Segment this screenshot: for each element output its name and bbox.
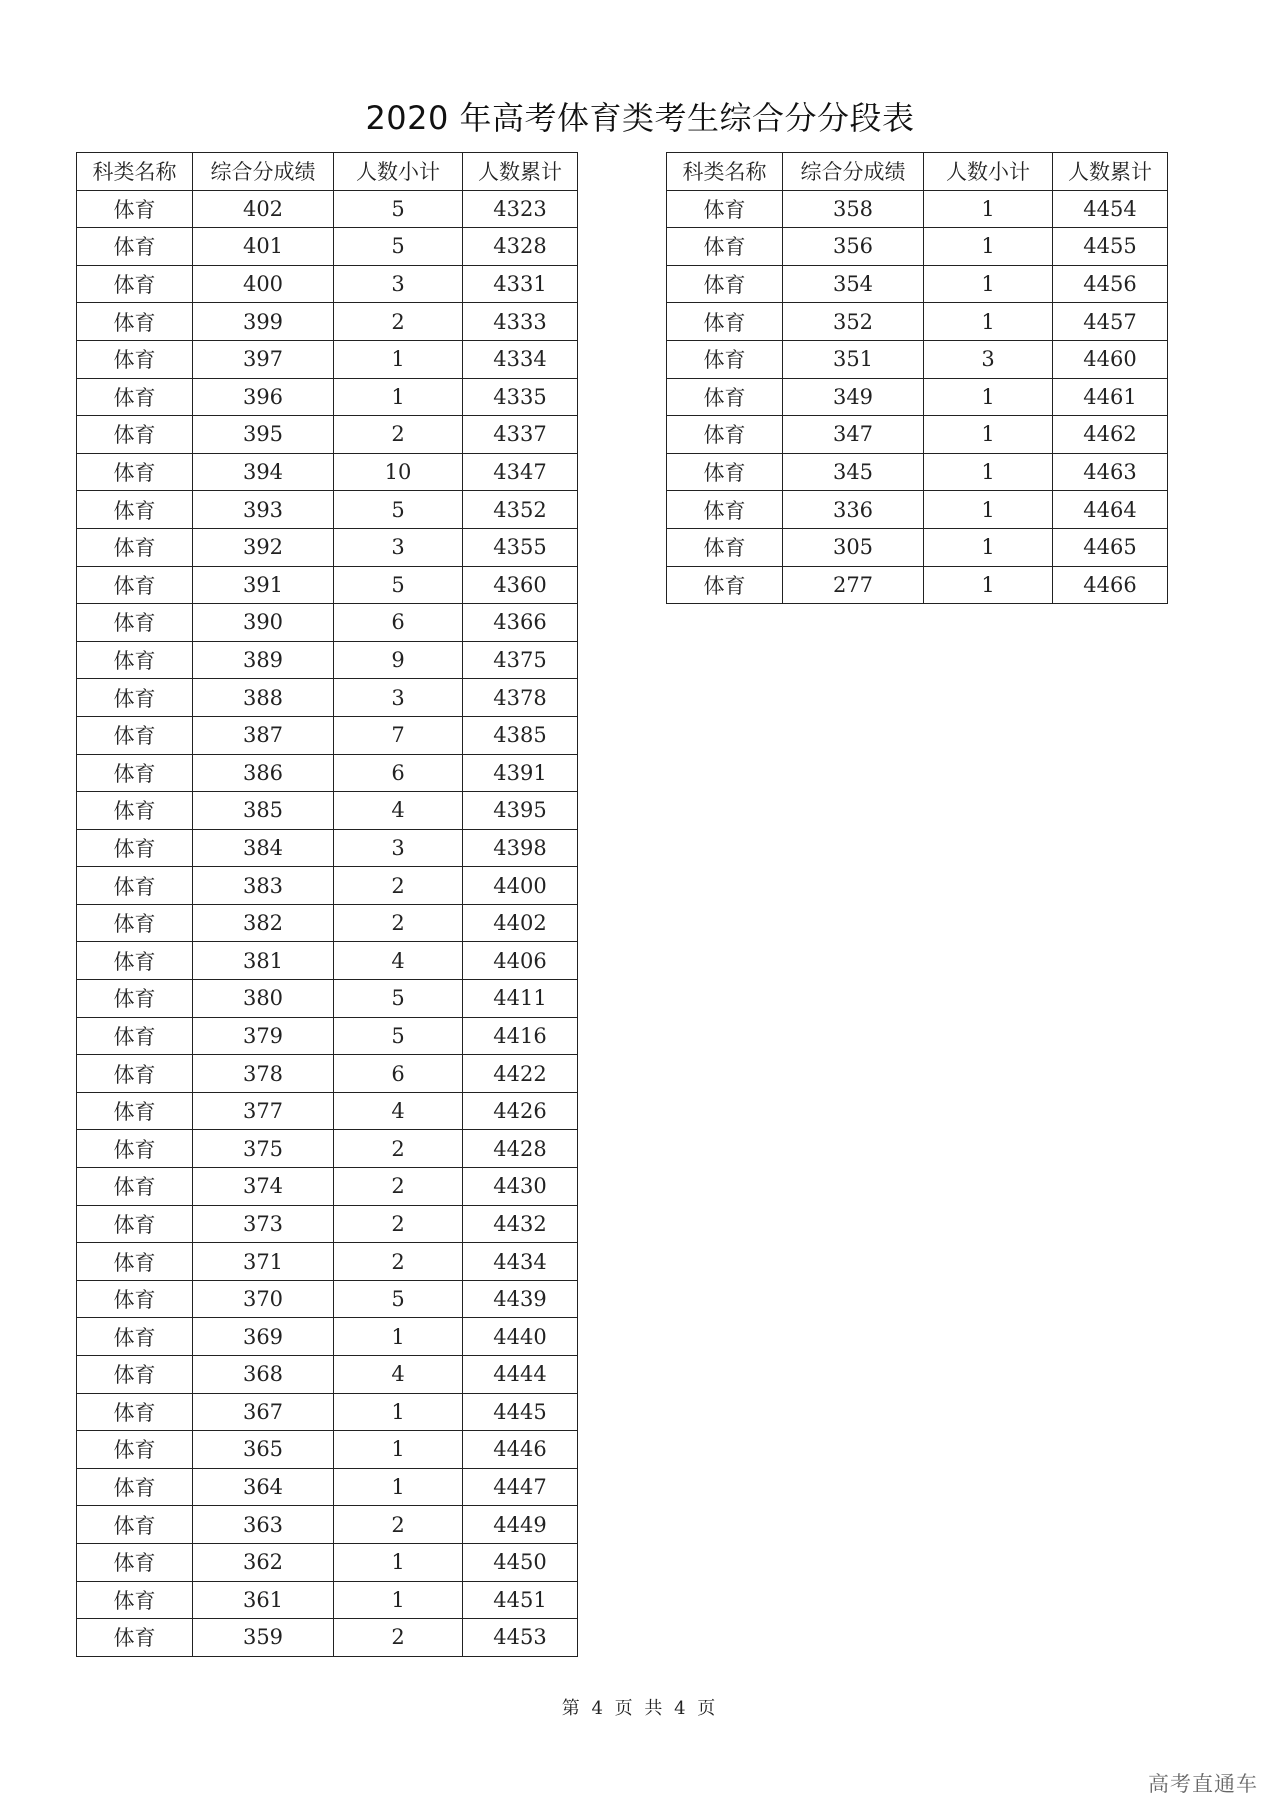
- cumulative-cell: 4460: [1053, 340, 1168, 378]
- score-cell: 399: [193, 303, 334, 341]
- count-cell: 1: [334, 1581, 463, 1619]
- cumulative-cell: 4366: [463, 604, 578, 642]
- score-cell: 373: [193, 1205, 334, 1243]
- score-cell: 402: [193, 190, 334, 228]
- score-cell: 375: [193, 1130, 334, 1168]
- table-row: [667, 566, 1168, 604]
- category-cell: 体育: [667, 340, 783, 378]
- cumulative-cell: 4328: [463, 228, 578, 266]
- table-row: [77, 528, 578, 566]
- category-cell: 体育: [77, 604, 193, 642]
- table-header-row: [77, 153, 578, 191]
- score-cell: 388: [193, 679, 334, 717]
- cumulative-cell: 4360: [463, 566, 578, 604]
- count-cell: 1: [924, 303, 1053, 341]
- score-table-left: [76, 152, 578, 1657]
- score-cell: 369: [193, 1318, 334, 1356]
- count-cell: 1: [334, 378, 463, 416]
- table-row: [77, 1243, 578, 1281]
- category-cell: 体育: [77, 1130, 193, 1168]
- table-row: [667, 303, 1168, 341]
- table-row: [77, 566, 578, 604]
- count-cell: 2: [334, 867, 463, 905]
- score-cell: 396: [193, 378, 334, 416]
- cumulative-cell: 4337: [463, 416, 578, 454]
- score-cell: 383: [193, 867, 334, 905]
- table-row: [77, 1431, 578, 1469]
- column-header-count: 人数小计: [334, 153, 463, 191]
- cumulative-cell: 4347: [463, 453, 578, 491]
- cumulative-cell: 4450: [463, 1543, 578, 1581]
- category-cell: 体育: [77, 1619, 193, 1657]
- category-cell: 体育: [77, 566, 193, 604]
- score-cell: 401: [193, 228, 334, 266]
- count-cell: 5: [334, 980, 463, 1018]
- count-cell: 1: [924, 416, 1053, 454]
- category-cell: 体育: [77, 829, 193, 867]
- score-cell: 351: [783, 340, 924, 378]
- table-row: [667, 528, 1168, 566]
- cumulative-cell: 4446: [463, 1431, 578, 1469]
- category-cell: 体育: [77, 190, 193, 228]
- column-header-score: 综合分成绩: [193, 153, 334, 191]
- count-cell: 2: [334, 1205, 463, 1243]
- category-cell: 体育: [77, 1318, 193, 1356]
- table-row: [77, 641, 578, 679]
- count-cell: 6: [334, 604, 463, 642]
- cumulative-cell: 4454: [1053, 190, 1168, 228]
- score-cell: 359: [193, 1619, 334, 1657]
- category-cell: 体育: [77, 228, 193, 266]
- cumulative-cell: 4462: [1053, 416, 1168, 454]
- category-cell: 体育: [77, 867, 193, 905]
- column-header-count: 人数小计: [924, 153, 1053, 191]
- category-cell: 体育: [77, 528, 193, 566]
- score-cell: 370: [193, 1280, 334, 1318]
- count-cell: 2: [334, 904, 463, 942]
- table-row: [667, 453, 1168, 491]
- score-cell: 349: [783, 378, 924, 416]
- count-cell: 5: [334, 1280, 463, 1318]
- cumulative-cell: 4400: [463, 867, 578, 905]
- cumulative-cell: 4463: [1053, 453, 1168, 491]
- score-cell: 379: [193, 1017, 334, 1055]
- cumulative-cell: 4466: [1053, 566, 1168, 604]
- category-cell: 体育: [77, 1055, 193, 1093]
- cumulative-cell: 4426: [463, 1092, 578, 1130]
- count-cell: 4: [334, 1356, 463, 1394]
- table-row: [667, 416, 1168, 454]
- cumulative-cell: 4451: [463, 1581, 578, 1619]
- table-row: [77, 416, 578, 454]
- table-row: [667, 228, 1168, 266]
- table-row: [667, 340, 1168, 378]
- table-row: [77, 453, 578, 491]
- cumulative-cell: 4432: [463, 1205, 578, 1243]
- category-cell: 体育: [77, 416, 193, 454]
- cumulative-cell: 4449: [463, 1506, 578, 1544]
- count-cell: 3: [334, 679, 463, 717]
- table-row: [77, 1356, 578, 1394]
- category-cell: 体育: [667, 491, 783, 529]
- score-cell: 336: [783, 491, 924, 529]
- score-cell: 374: [193, 1168, 334, 1206]
- category-cell: 体育: [77, 754, 193, 792]
- count-cell: 4: [334, 942, 463, 980]
- count-cell: 1: [334, 1431, 463, 1469]
- count-cell: 1: [924, 265, 1053, 303]
- category-cell: 体育: [77, 942, 193, 980]
- table-body-left: [77, 190, 578, 1656]
- table-row: [77, 340, 578, 378]
- cumulative-cell: 4440: [463, 1318, 578, 1356]
- table-row: [77, 1318, 578, 1356]
- score-cell: 391: [193, 566, 334, 604]
- score-table-right: [666, 152, 1168, 604]
- table-row: [667, 378, 1168, 416]
- score-cell: 397: [193, 340, 334, 378]
- table-row: [77, 265, 578, 303]
- score-cell: 382: [193, 904, 334, 942]
- category-cell: 体育: [77, 1243, 193, 1281]
- score-cell: 394: [193, 453, 334, 491]
- count-cell: 1: [924, 190, 1053, 228]
- category-cell: 体育: [667, 228, 783, 266]
- category-cell: 体育: [667, 453, 783, 491]
- table-row: [77, 1506, 578, 1544]
- score-cell: 356: [783, 228, 924, 266]
- cumulative-cell: 4406: [463, 942, 578, 980]
- table-row: [77, 1205, 578, 1243]
- score-cell: 277: [783, 566, 924, 604]
- category-cell: 体育: [667, 528, 783, 566]
- count-cell: 5: [334, 228, 463, 266]
- cumulative-cell: 4391: [463, 754, 578, 792]
- count-cell: 3: [334, 528, 463, 566]
- score-cell: 385: [193, 792, 334, 830]
- cumulative-cell: 4355: [463, 528, 578, 566]
- count-cell: 2: [334, 1619, 463, 1657]
- table-row: [77, 867, 578, 905]
- table-row: [77, 1280, 578, 1318]
- count-cell: 2: [334, 1243, 463, 1281]
- score-cell: 387: [193, 716, 334, 754]
- cumulative-cell: 4430: [463, 1168, 578, 1206]
- category-cell: 体育: [77, 1205, 193, 1243]
- score-cell: 389: [193, 641, 334, 679]
- category-cell: 体育: [667, 190, 783, 228]
- count-cell: 10: [334, 453, 463, 491]
- watermark-text: 高考直通车: [1148, 1772, 1258, 1796]
- table-row: [77, 942, 578, 980]
- score-cell: 347: [783, 416, 924, 454]
- count-cell: 1: [924, 228, 1053, 266]
- count-cell: 1: [334, 1393, 463, 1431]
- table-row: [77, 1168, 578, 1206]
- count-cell: 4: [334, 1092, 463, 1130]
- table-row: [77, 303, 578, 341]
- cumulative-cell: 4334: [463, 340, 578, 378]
- score-cell: 380: [193, 980, 334, 1018]
- count-cell: 6: [334, 754, 463, 792]
- table-row: [667, 190, 1168, 228]
- table-row: [77, 1055, 578, 1093]
- count-cell: 5: [334, 190, 463, 228]
- table-row: [77, 1468, 578, 1506]
- category-cell: 体育: [77, 378, 193, 416]
- count-cell: 1: [334, 1318, 463, 1356]
- table-row: [77, 980, 578, 1018]
- count-cell: 9: [334, 641, 463, 679]
- category-cell: 体育: [667, 378, 783, 416]
- category-cell: 体育: [77, 1543, 193, 1581]
- score-cell: 390: [193, 604, 334, 642]
- cumulative-cell: 4461: [1053, 378, 1168, 416]
- cumulative-cell: 4455: [1053, 228, 1168, 266]
- category-cell: 体育: [77, 1017, 193, 1055]
- score-cell: 368: [193, 1356, 334, 1394]
- score-cell: 361: [193, 1581, 334, 1619]
- cumulative-cell: 4464: [1053, 491, 1168, 529]
- table-header-row: [667, 153, 1168, 191]
- cumulative-cell: 4331: [463, 265, 578, 303]
- category-cell: 体育: [77, 679, 193, 717]
- score-cell: 378: [193, 1055, 334, 1093]
- count-cell: 2: [334, 303, 463, 341]
- count-cell: 1: [924, 378, 1053, 416]
- cumulative-cell: 4444: [463, 1356, 578, 1394]
- category-cell: 体育: [77, 980, 193, 1018]
- page-number-footer: 第 4 页 共 4 页: [561, 1698, 719, 1719]
- cumulative-cell: 4428: [463, 1130, 578, 1168]
- column-header-score: 综合分成绩: [783, 153, 924, 191]
- score-cell: 377: [193, 1092, 334, 1130]
- cumulative-cell: 4378: [463, 679, 578, 717]
- count-cell: 2: [334, 1506, 463, 1544]
- table-row: [667, 265, 1168, 303]
- column-header-category: 科类名称: [77, 153, 193, 191]
- table-row: [77, 228, 578, 266]
- count-cell: 3: [334, 265, 463, 303]
- page-title: 2020 年高考体育类考生综合分分段表: [365, 99, 915, 137]
- table-body-right: [667, 190, 1168, 604]
- count-cell: 1: [334, 1543, 463, 1581]
- count-cell: 1: [334, 1468, 463, 1506]
- category-cell: 体育: [77, 1092, 193, 1130]
- category-cell: 体育: [77, 1506, 193, 1544]
- table-row: [77, 190, 578, 228]
- category-cell: 体育: [77, 716, 193, 754]
- count-cell: 2: [334, 1168, 463, 1206]
- column-header-category: 科类名称: [667, 153, 783, 191]
- category-cell: 体育: [667, 265, 783, 303]
- cumulative-cell: 4323: [463, 190, 578, 228]
- category-cell: 体育: [77, 1581, 193, 1619]
- cumulative-cell: 4335: [463, 378, 578, 416]
- score-cell: 305: [783, 528, 924, 566]
- cumulative-cell: 4457: [1053, 303, 1168, 341]
- score-cell: 392: [193, 528, 334, 566]
- cumulative-cell: 4385: [463, 716, 578, 754]
- count-cell: 2: [334, 416, 463, 454]
- category-cell: 体育: [77, 1431, 193, 1469]
- score-cell: 386: [193, 754, 334, 792]
- cumulative-cell: 4465: [1053, 528, 1168, 566]
- cumulative-cell: 4395: [463, 792, 578, 830]
- cumulative-cell: 4456: [1053, 265, 1168, 303]
- category-cell: 体育: [77, 1168, 193, 1206]
- cumulative-cell: 4439: [463, 1280, 578, 1318]
- score-cell: 345: [783, 453, 924, 491]
- column-header-cumulative: 人数累计: [463, 153, 578, 191]
- score-cell: 367: [193, 1393, 334, 1431]
- category-cell: 体育: [77, 1468, 193, 1506]
- score-cell: 381: [193, 942, 334, 980]
- count-cell: 5: [334, 566, 463, 604]
- cumulative-cell: 4447: [463, 1468, 578, 1506]
- category-cell: 体育: [77, 1280, 193, 1318]
- table-row: [77, 1393, 578, 1431]
- score-cell: 365: [193, 1431, 334, 1469]
- score-cell: 393: [193, 491, 334, 529]
- score-cell: 364: [193, 1468, 334, 1506]
- score-cell: 400: [193, 265, 334, 303]
- column-header-cumulative: 人数累计: [1053, 153, 1168, 191]
- score-cell: 363: [193, 1506, 334, 1544]
- table-row: [77, 679, 578, 717]
- count-cell: 3: [334, 829, 463, 867]
- score-cell: 358: [783, 190, 924, 228]
- table-row: [77, 1017, 578, 1055]
- table-row: [77, 1619, 578, 1657]
- category-cell: 体育: [77, 1393, 193, 1431]
- cumulative-cell: 4434: [463, 1243, 578, 1281]
- category-cell: 体育: [77, 641, 193, 679]
- count-cell: 1: [924, 566, 1053, 604]
- table-row: [77, 1543, 578, 1581]
- category-cell: 体育: [667, 566, 783, 604]
- table-row: [77, 1581, 578, 1619]
- cumulative-cell: 4402: [463, 904, 578, 942]
- count-cell: 4: [334, 792, 463, 830]
- score-cell: 362: [193, 1543, 334, 1581]
- score-cell: 352: [783, 303, 924, 341]
- category-cell: 体育: [77, 340, 193, 378]
- category-cell: 体育: [667, 416, 783, 454]
- category-cell: 体育: [77, 792, 193, 830]
- category-cell: 体育: [77, 904, 193, 942]
- count-cell: 5: [334, 1017, 463, 1055]
- table-row: [77, 1130, 578, 1168]
- table-row: [77, 904, 578, 942]
- count-cell: 1: [924, 453, 1053, 491]
- category-cell: 体育: [667, 303, 783, 341]
- cumulative-cell: 4445: [463, 1393, 578, 1431]
- category-cell: 体育: [77, 265, 193, 303]
- category-cell: 体育: [77, 1356, 193, 1394]
- score-cell: 354: [783, 265, 924, 303]
- cumulative-cell: 4422: [463, 1055, 578, 1093]
- cumulative-cell: 4333: [463, 303, 578, 341]
- cumulative-cell: 4352: [463, 491, 578, 529]
- count-cell: 1: [924, 491, 1053, 529]
- cumulative-cell: 4453: [463, 1619, 578, 1657]
- count-cell: 2: [334, 1130, 463, 1168]
- table-row: [667, 491, 1168, 529]
- score-cell: 384: [193, 829, 334, 867]
- cumulative-cell: 4416: [463, 1017, 578, 1055]
- category-cell: 体育: [77, 453, 193, 491]
- count-cell: 7: [334, 716, 463, 754]
- score-cell: 395: [193, 416, 334, 454]
- count-cell: 6: [334, 1055, 463, 1093]
- table-row: [77, 716, 578, 754]
- table-row: [77, 604, 578, 642]
- table-row: [77, 1092, 578, 1130]
- table-row: [77, 829, 578, 867]
- table-row: [77, 378, 578, 416]
- table-row: [77, 754, 578, 792]
- table-row: [77, 792, 578, 830]
- count-cell: 3: [924, 340, 1053, 378]
- category-cell: 体育: [77, 491, 193, 529]
- cumulative-cell: 4375: [463, 641, 578, 679]
- count-cell: 1: [334, 340, 463, 378]
- count-cell: 1: [924, 528, 1053, 566]
- score-cell: 371: [193, 1243, 334, 1281]
- category-cell: 体育: [77, 303, 193, 341]
- cumulative-cell: 4398: [463, 829, 578, 867]
- cumulative-cell: 4411: [463, 980, 578, 1018]
- table-row: [77, 491, 578, 529]
- count-cell: 5: [334, 491, 463, 529]
